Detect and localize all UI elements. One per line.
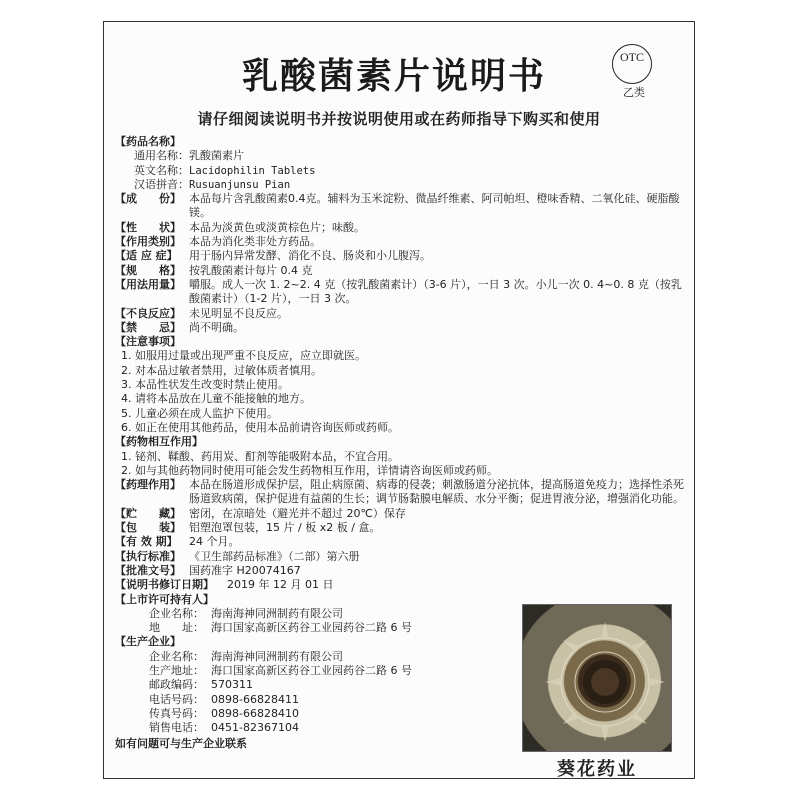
item-value: 乳酸菌素片 (189, 149, 244, 163)
drug-name-section (115, 135, 685, 149)
page-title: 乳酸菌素片说明书 (241, 56, 546, 97)
standard-section (115, 550, 685, 564)
section-header: 【贮 藏】 (115, 506, 181, 520)
drug-name-item (115, 178, 685, 192)
section-header: 【生产企业】 (115, 635, 181, 649)
precautions-section (115, 335, 685, 349)
precaution-item: 4. 请将本品放在儿童不能接触的地方。 (121, 392, 311, 406)
item-label: 汉语拼音： (134, 177, 189, 191)
indications-section (115, 249, 685, 263)
precaution-item: 1. 如服用过量或出现严重不良反应，应立即就医。 (121, 349, 366, 363)
item-value: 海南海神同洲制药有限公司 (211, 606, 343, 620)
dosage-section (115, 278, 685, 307)
adverse-reactions-section (115, 307, 685, 321)
drug-name-item (115, 149, 685, 163)
item-value: 0898-66828411 (211, 692, 299, 706)
section-header: 【包 装】 (115, 521, 181, 535)
item-label: 生产地址： (149, 663, 204, 677)
section-header: 【成 份】 (115, 192, 181, 206)
otc-label: OTC (620, 50, 644, 64)
section-value: 2019 年 12 月 01 日 (227, 578, 334, 592)
section-header: 【用法用量】 (115, 277, 181, 291)
precaution-item: 5. 儿童必须在成人监护下使用。 (121, 406, 278, 420)
leaflet-page (103, 21, 695, 779)
brand-logo: 葵花药业 (557, 759, 637, 780)
item-label: 企业名称： (149, 649, 204, 663)
section-value: 未见明显不良反应。 (189, 306, 288, 320)
section-value: 嚼服。成人一次 1. 2~2. 4 克（按乳酸菌素计）（3-6 片），一日 3 次。小儿一次 0. 4~0. 8 克（按乳酸菌素计）（1-2 片），一日 3 次。 (189, 277, 682, 306)
item-label: 通用名称： (134, 149, 189, 163)
precaution-item: 2. 对本品过敏者禁用，过敏体质者慎用。 (121, 363, 322, 377)
item-value: 海口国家高新区药谷工业园药谷二路 6 号 (211, 621, 412, 635)
interactions-section (115, 435, 685, 449)
sunflower-petals-icon (523, 605, 672, 752)
section-header: 【性 状】 (115, 220, 181, 234)
contact-note: 如有问题可与生产企业联系 (115, 737, 247, 751)
item-value: Lacidophilin Tablets (189, 164, 316, 177)
section-value: 24 个月。 (189, 535, 240, 549)
item-label: 英文名称： (134, 163, 189, 177)
item-value: 海南海神同洲制药有限公司 (211, 649, 343, 663)
section-value: 国药准字 H20074167 (189, 563, 301, 577)
item-value: Rusuanjunsu Pian (189, 178, 291, 191)
section-header: 【规 格】 (115, 263, 181, 277)
section-value: 《卫生部药品标准》（二部）第六册 (189, 549, 360, 563)
drug-name-item (115, 164, 685, 178)
item-value: 570311 (211, 678, 253, 692)
contraindications-section (115, 321, 685, 335)
shelf-life-section (115, 535, 685, 549)
item-value: 0898-66828410 (211, 706, 299, 720)
appearance-section (115, 221, 685, 235)
precaution-item: 6. 如正在使用其他药品，使用本品前请咨询医师或药师。 (121, 420, 399, 434)
precaution-item: 3. 本品性状发生改变时禁止使用。 (121, 378, 289, 392)
section-value: 本品为淡黄色或淡黄棕色片；味酸。 (189, 220, 365, 234)
category-section (115, 235, 685, 249)
section-header: 【药物相互作用】 (115, 435, 203, 449)
section-header: 【药理作用】 (115, 478, 181, 492)
usage-advice: 请仔细阅读说明书并按说明使用或在药师指导下购买和使用 (197, 110, 601, 128)
section-header: 【批准文号】 (115, 563, 181, 577)
interaction-item: 1. 铋剂、鞣酸、药用炭、酊剂等能吸附本品，不宜合用。 (121, 449, 399, 463)
revision-date-section (115, 578, 685, 592)
item-label: 电话号码： (149, 692, 204, 706)
sunflower-illustration (522, 604, 672, 752)
otc-class-label: 乙类 (623, 86, 645, 99)
section-value: 用于肠内异常发酵、消化不良、肠炎和小儿腹泻。 (189, 249, 431, 263)
item-label: 地 址： (149, 621, 204, 635)
pharmacology-section (115, 478, 685, 507)
section-header: 【注意事项】 (115, 335, 181, 349)
section-value: 本品每片含乳酸菌素0.4克。辅料为玉米淀粉、微晶纤维素、阿司帕坦、橙味香精、二氧化硅、硬脂酸镁。 (189, 192, 680, 220)
item-label: 邮政编码： (149, 678, 204, 692)
interaction-item: 2. 如与其他药物同时使用可能会发生药物相互作用，详情请咨询医师或药师。 (121, 463, 498, 477)
section-header: 【禁 忌】 (115, 320, 181, 334)
storage-section (115, 507, 685, 521)
item-label: 企业名称： (149, 606, 204, 620)
item-value: 海口国家高新区药谷工业园药谷二路 6 号 (211, 663, 412, 677)
item-label: 销售电话： (149, 721, 204, 735)
ingredients-section (115, 192, 685, 221)
section-header: 【有 效 期】 (115, 535, 178, 549)
section-header: 【不良反应】 (115, 306, 181, 320)
section-header: 【适 应 症】 (115, 249, 178, 263)
section-value: 本品在肠道形成保护层，阻止病原菌、病毒的侵袭；刺激肠道分泌抗体，提高肠道免疫力；选择性杀死肠道致病菌，保护促进有益菌的生长；调节肠黏膜电解质、水分平衡；促进胃液分泌，增强消化功能。 (189, 478, 684, 506)
otc-badge (612, 44, 652, 84)
section-header: 【药品名称】 (115, 135, 181, 148)
section-value: 本品为消化类非处方药品。 (189, 235, 321, 249)
section-header: 【执行标准】 (115, 549, 181, 563)
section-header: 【作用类别】 (115, 235, 181, 249)
item-label: 传真号码： (149, 706, 204, 720)
approval-number-section (115, 564, 685, 578)
item-value: 0451-82367104 (211, 721, 299, 735)
section-header: 【上市许可持有人】 (115, 592, 214, 606)
specification-section (115, 264, 685, 278)
section-value: 尚不明确。 (189, 320, 244, 334)
section-value: 铝塑泡罩包装，15 片 / 板 x2 板 / 盒。 (189, 521, 381, 535)
section-value: 按乳酸菌素计每片 0.4 克 (189, 263, 313, 277)
section-header: 【说明书修订日期】 (115, 578, 214, 592)
packaging-section (115, 521, 685, 535)
section-value: 密闭，在凉暗处（避光并不超过 20℃）保存 (189, 506, 406, 520)
